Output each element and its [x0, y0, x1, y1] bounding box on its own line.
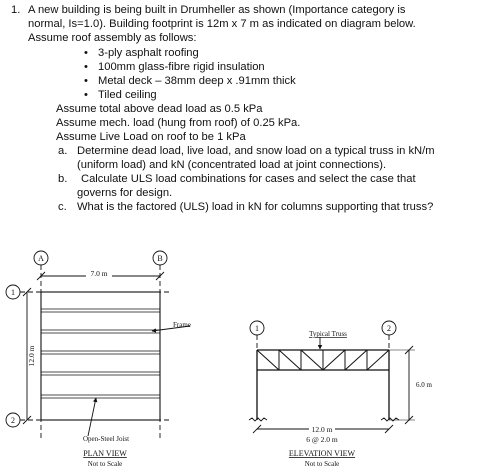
- grid-label-1: 1: [11, 288, 15, 297]
- assumption-line: Assume mech. load (hung from roof) of 0.25 kPa.: [56, 117, 301, 129]
- plan-view-subtitle: Not to Scale: [87, 460, 123, 468]
- task-label-b: b.: [58, 173, 68, 185]
- elevation-view-title: ELEVATION VIEW: [288, 449, 356, 458]
- intro-line-1: A new building is being built in Drumheller as shown (Importance category is: [28, 4, 406, 16]
- problem-number: 1.: [11, 4, 21, 16]
- assumption-line: Assume Live Load on roof to be 1 kPa: [56, 131, 246, 143]
- intro-line-3: Assume roof assembly as follows:: [28, 32, 197, 44]
- plan-view-labels: [11, 254, 191, 468]
- frame-label: Frame: [173, 321, 191, 329]
- task-a-line-2: (uniform load) and kN (concentrated load at joint connections).: [77, 159, 387, 171]
- building-outline: [41, 292, 160, 420]
- plan-view-title: PLAN VIEW: [83, 449, 127, 458]
- task-c-line-1: What is the factored (ULS) load in kN for columns supporting that truss?: [77, 201, 434, 213]
- roof-item: • Tiled ceiling: [98, 89, 157, 103]
- grid-label-a: A: [38, 254, 44, 263]
- task-b-line-2: governs for design.: [77, 187, 173, 199]
- truss-label: Typical Truss: [309, 330, 347, 338]
- frame-lines: [41, 309, 160, 398]
- ground-break-right: [381, 418, 399, 421]
- assumption-line: Assume total above dead load as 0.5 kPa: [56, 103, 263, 115]
- grid-label-1: 1: [255, 324, 259, 333]
- joist-leader: [88, 398, 96, 436]
- intro-line-2: normal, Is=1.0). Building footprint is 12m x 7 m as indicated on diagram below.: [28, 18, 416, 30]
- height-dimension: 6.0 m: [416, 381, 432, 389]
- grid-label-2: 2: [11, 416, 15, 425]
- task-b-line-1: Calculate ULS load combinations for cases and select the case that: [81, 173, 416, 185]
- joist-label: Open-Steel Joist: [83, 435, 130, 443]
- task-a-line-1: Determine dead load, live load, and snow load on a typical truss in kN/m: [77, 145, 435, 157]
- width-dimension: 7.0 m: [90, 269, 108, 278]
- task-label-a: a.: [58, 145, 68, 157]
- span-dimension: 12.0 m: [311, 425, 333, 434]
- plan-view: [6, 251, 190, 440]
- elevation-view-subtitle: Not to Scale: [304, 460, 340, 468]
- ground-break-left: [249, 418, 267, 421]
- roof-item: • Metal deck – 38mm deep x .91mm thick: [98, 75, 296, 89]
- grid-label-2: 2: [387, 324, 391, 333]
- roof-item: • 100mm glass-fibre rigid insulation: [98, 61, 265, 75]
- roof-item: • 3-ply asphalt roofing: [98, 47, 199, 61]
- task-label-c: c.: [58, 201, 67, 213]
- grid-label-b: B: [157, 254, 163, 263]
- length-dimension: 12.0 m: [27, 345, 36, 367]
- elevation-view-labels: [255, 324, 437, 468]
- panel-dimension: 6 @ 2.0 m: [306, 435, 338, 444]
- truss-verticals: [279, 350, 367, 370]
